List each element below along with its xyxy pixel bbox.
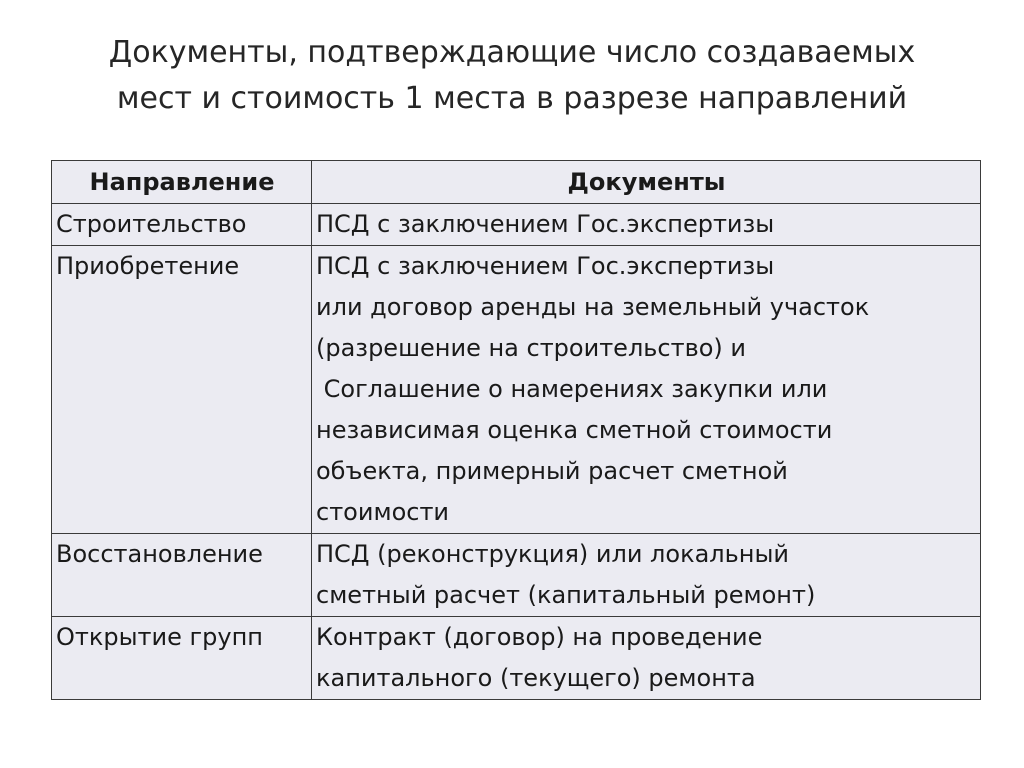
page-title-line: мест и стоимость 1 места в разрезе направлений	[116, 81, 908, 116]
document-line: объекта, примерный расчет сметной	[316, 457, 788, 485]
document-line: сметный расчет (капитальный ремонт)	[316, 581, 816, 609]
page-title-line: Документы, подтверждающие число создаваемых	[108, 35, 916, 70]
document-line: (разрешение на строительство) и	[316, 334, 747, 362]
documents-cell	[312, 246, 981, 534]
documents-cell	[312, 534, 981, 617]
column-header-direction: Направление	[52, 161, 312, 204]
table-row	[52, 204, 981, 246]
table-row	[52, 534, 981, 617]
document-line: ПСД (реконструкция) или локальный	[316, 540, 790, 568]
column-header-documents: Документы	[312, 161, 981, 204]
documents-cell	[312, 617, 981, 700]
document-line: стоимости	[316, 498, 450, 526]
table-row	[52, 617, 981, 700]
direction-cell: Открытие групп	[52, 617, 312, 700]
document-line: ПСД с заключением Гос.экспертизы	[316, 252, 775, 280]
direction-cell: Восстановление	[52, 534, 312, 617]
documents-table	[51, 160, 981, 700]
page-title	[40, 30, 984, 122]
table-row	[52, 246, 981, 534]
document-line: или договор аренды на земельный участок	[316, 293, 870, 321]
document-line: ПСД с заключением Гос.экспертизы	[316, 210, 775, 238]
direction-cell: Строительство	[52, 204, 312, 246]
documents-cell	[312, 204, 981, 246]
document-line: капитального (текущего) ремонта	[316, 664, 756, 692]
document-line: Контракт (договор) на проведение	[316, 623, 763, 651]
document-line: независимая оценка сметной стоимости	[316, 416, 833, 444]
direction-cell: Приобретение	[52, 246, 312, 534]
table-header-row	[52, 161, 981, 204]
document-line: Соглашение о намерениях закупки или	[316, 375, 828, 403]
